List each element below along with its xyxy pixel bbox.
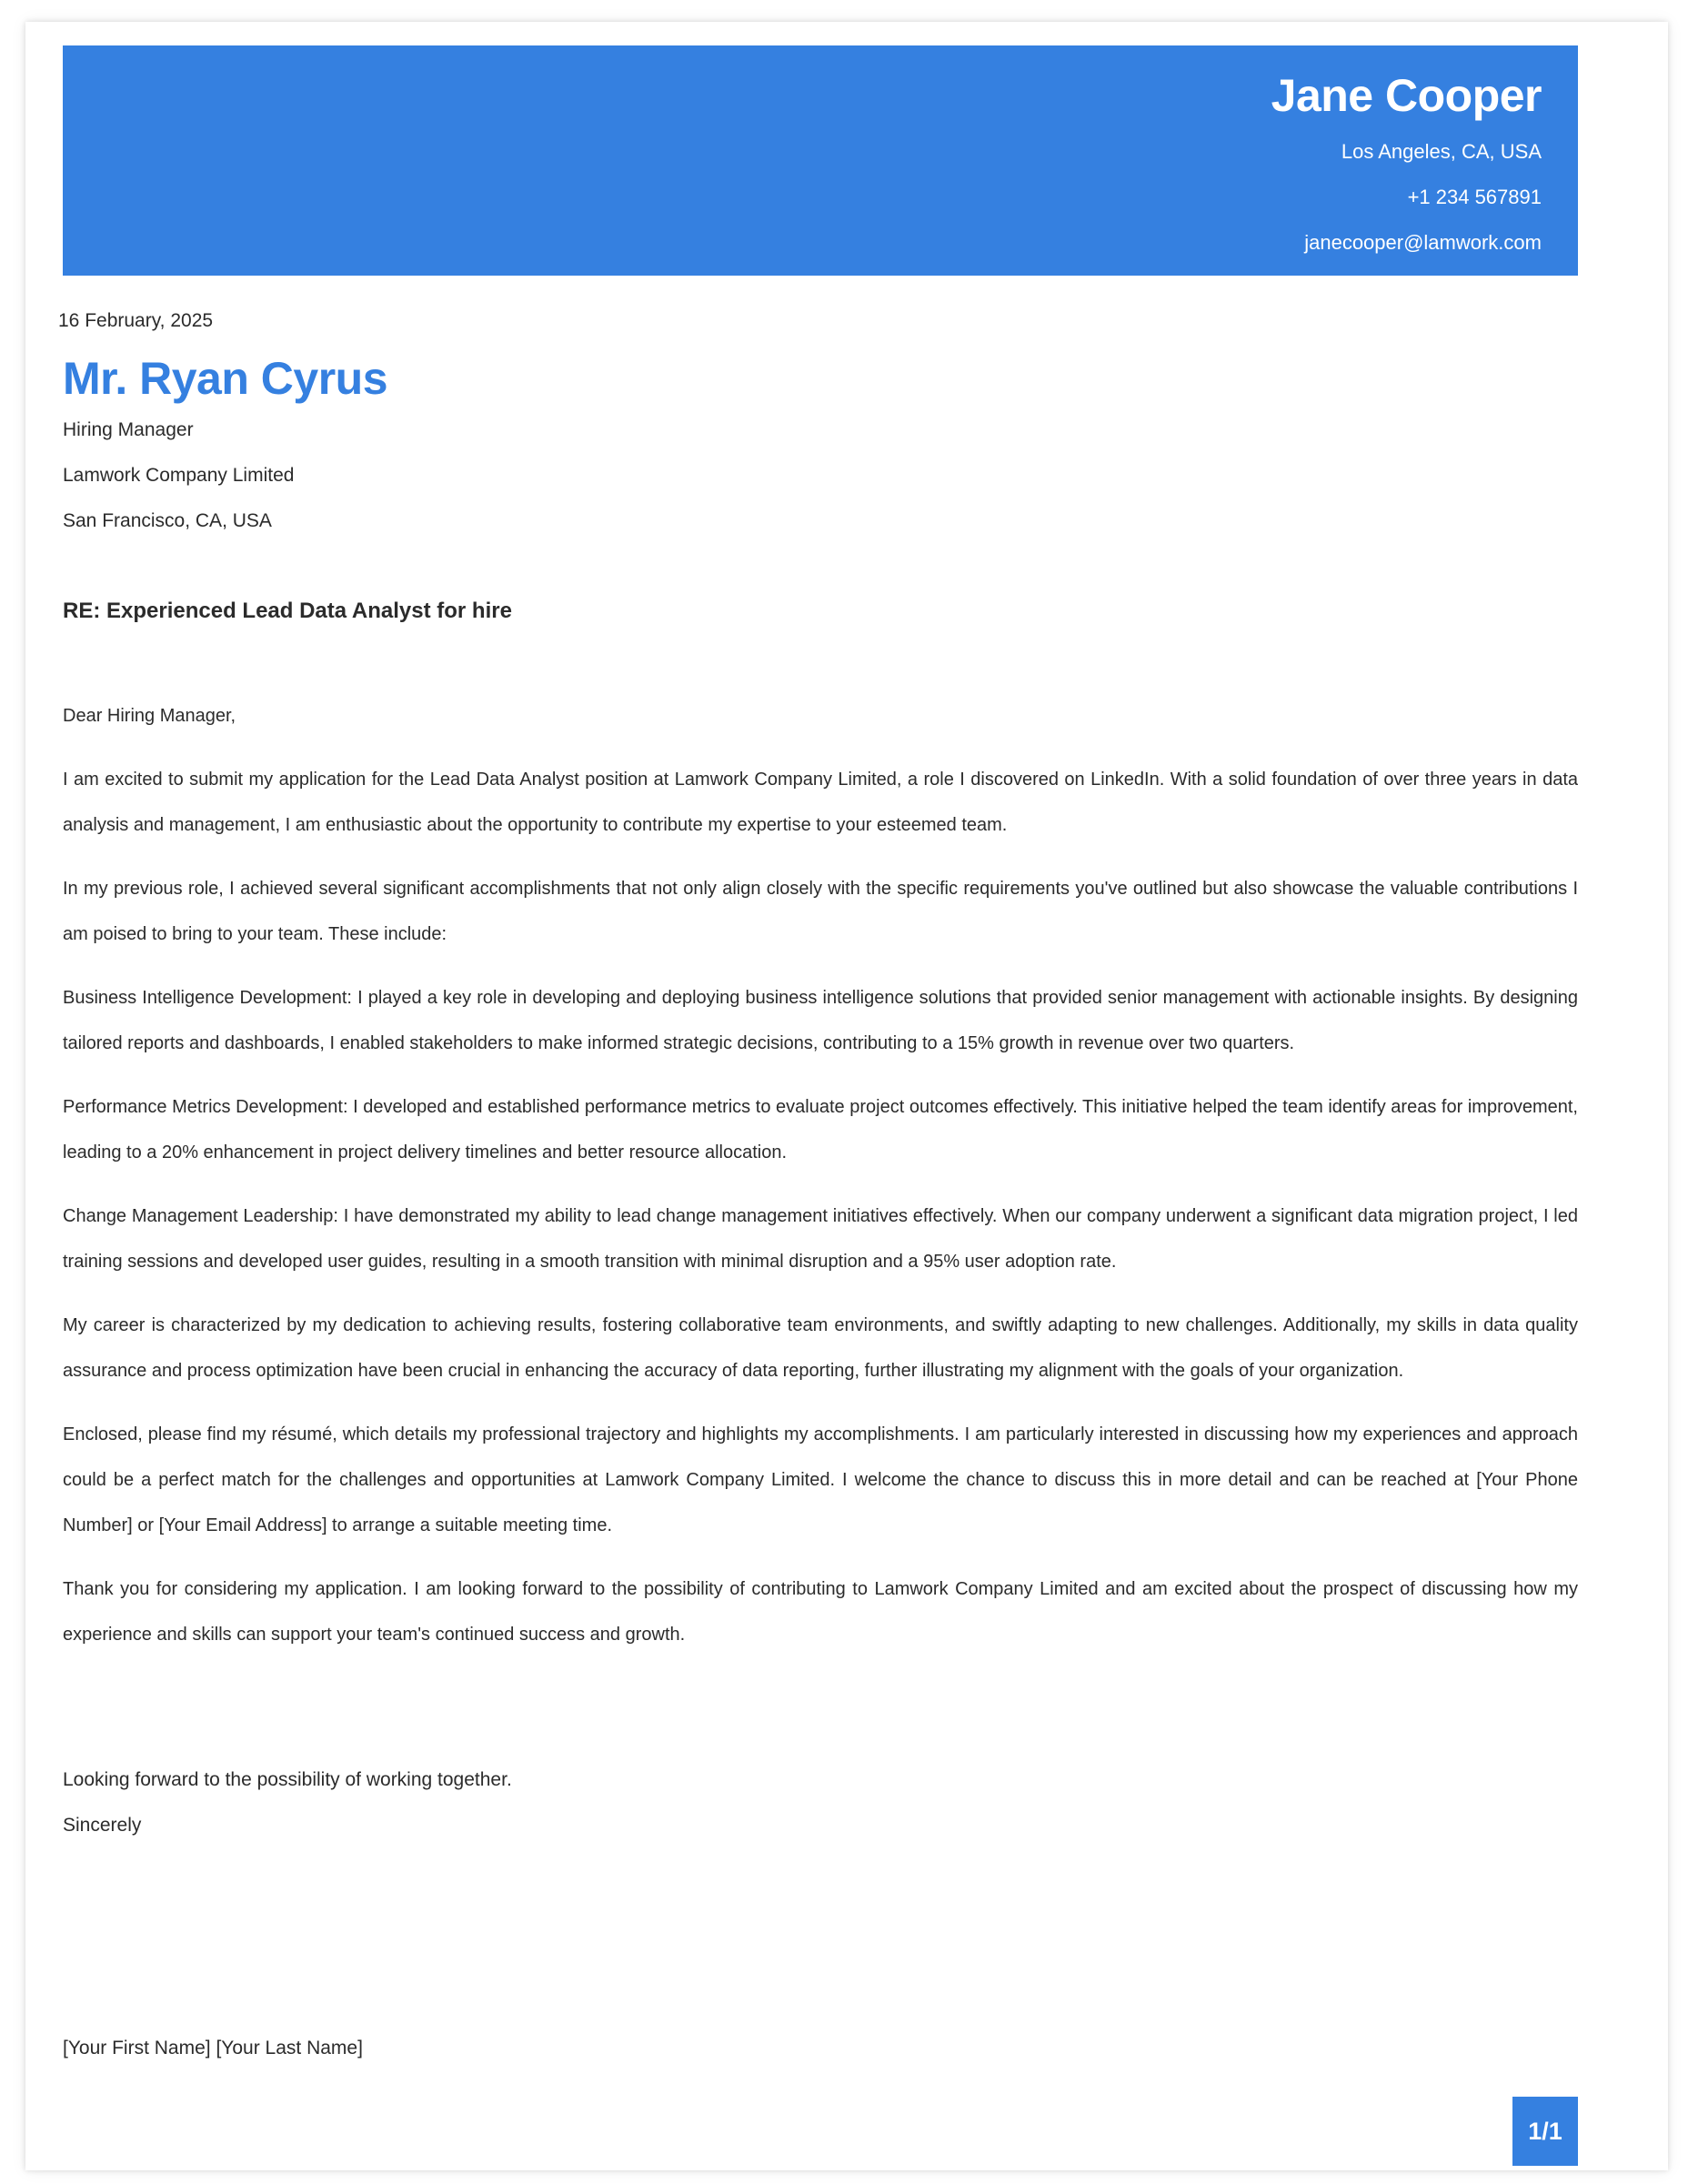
body-paragraph: Change Management Leadership: I have demonstrated my ability to lead change management initiatives effectively. When our company underwent a significant data migration project, I led training sessions and developed user guides, resulting in a smooth transition with minimal disruption and a 95% user adoption rate. (63, 1206, 1578, 1272)
sender-location: Los Angeles, CA, USA (1341, 140, 1542, 163)
recipient-title: Hiring Manager (63, 419, 194, 440)
body-paragraph: Thank you for considering my application. I am looking forward to the possibility of contributing to Lamwork Company Limited and am excited about the prospect of discussing how my experience and skills can support your team's continued success and growth. (63, 1579, 1578, 1645)
recipient-location: San Francisco, CA, USA (63, 510, 272, 531)
page-indicator: 1/1 (1512, 2097, 1578, 2166)
signature-name: [Your First Name] [Your Last Name] (63, 2038, 363, 2058)
letter-body (63, 693, 1578, 1676)
body-paragraph: My career is characterized by my dedication to achieving results, fostering collaborative team environments, and swiftly adapting to new challenges. Additionally, my skills in data quality assurance and process optimization have been crucial in enhancing the accuracy of data reporting, further illustrating my alignment with the goals of your organization. (63, 1315, 1578, 1381)
sender-header (63, 45, 1578, 276)
subject-line: RE: Experienced Lead Data Analyst for hire (63, 599, 512, 623)
closing-block (63, 1757, 512, 1848)
body-paragraph: Business Intelligence Development: I played a key role in developing and deploying business intelligence solutions that provided senior management with actionable insights. By designing tailored reports and dashboards, I enabled stakeholders to make informed strategic decisions, contributing to a 15% growth in revenue over two quarters. (63, 988, 1578, 1053)
salutation: Dear Hiring Manager, (63, 706, 236, 726)
letter-date: 16 February, 2025 (58, 310, 214, 331)
recipient-company: Lamwork Company Limited (63, 465, 295, 486)
sender-phone: +1 234 567891 (1407, 186, 1542, 208)
body-paragraph: Enclosed, please find my résumé, which details my professional trajectory and highlights my accomplishments. I am particularly interested in discussing how my experiences and approach could be a perfect match for the challenges and opportunities at Lamwork Company Limited. I welcome the chance to discuss this in more detail and can be reached at [Your Phone Number] or [Your Email Address] to arrange a suitable meeting time. (63, 1424, 1578, 1535)
sender-name: Jane Cooper (1271, 70, 1542, 121)
recipient-block (63, 351, 1578, 544)
recipient-name: Mr. Ryan Cyrus (63, 353, 388, 404)
body-paragraph: In my previous role, I achieved several significant accomplishments that not only align closely with the specific requirements you've outlined but also showcase the valuable contributions I am poised to bring to your team. These include: (63, 879, 1578, 944)
body-paragraph: I am excited to submit my application for the Lead Data Analyst position at Lamwork Company Limited, a role I discovered on LinkedIn. With a solid foundation of over three years in data analysis and management, I am enthusiastic about the opportunity to contribute my expertise to your esteemed team. (63, 770, 1578, 835)
body-paragraph: Performance Metrics Development: I developed and established performance metrics to evaluate project outcomes effectively. This initiative helped the team identify areas for improvement, leading to a 20% enhancement in project delivery timelines and better resource allocation. (63, 1097, 1578, 1162)
closing-signoff: Sincerely (63, 1815, 142, 1836)
sender-email: janecooper@lamwork.com (1304, 231, 1542, 254)
closing-line: Looking forward to the possibility of working together. (63, 1769, 512, 1790)
